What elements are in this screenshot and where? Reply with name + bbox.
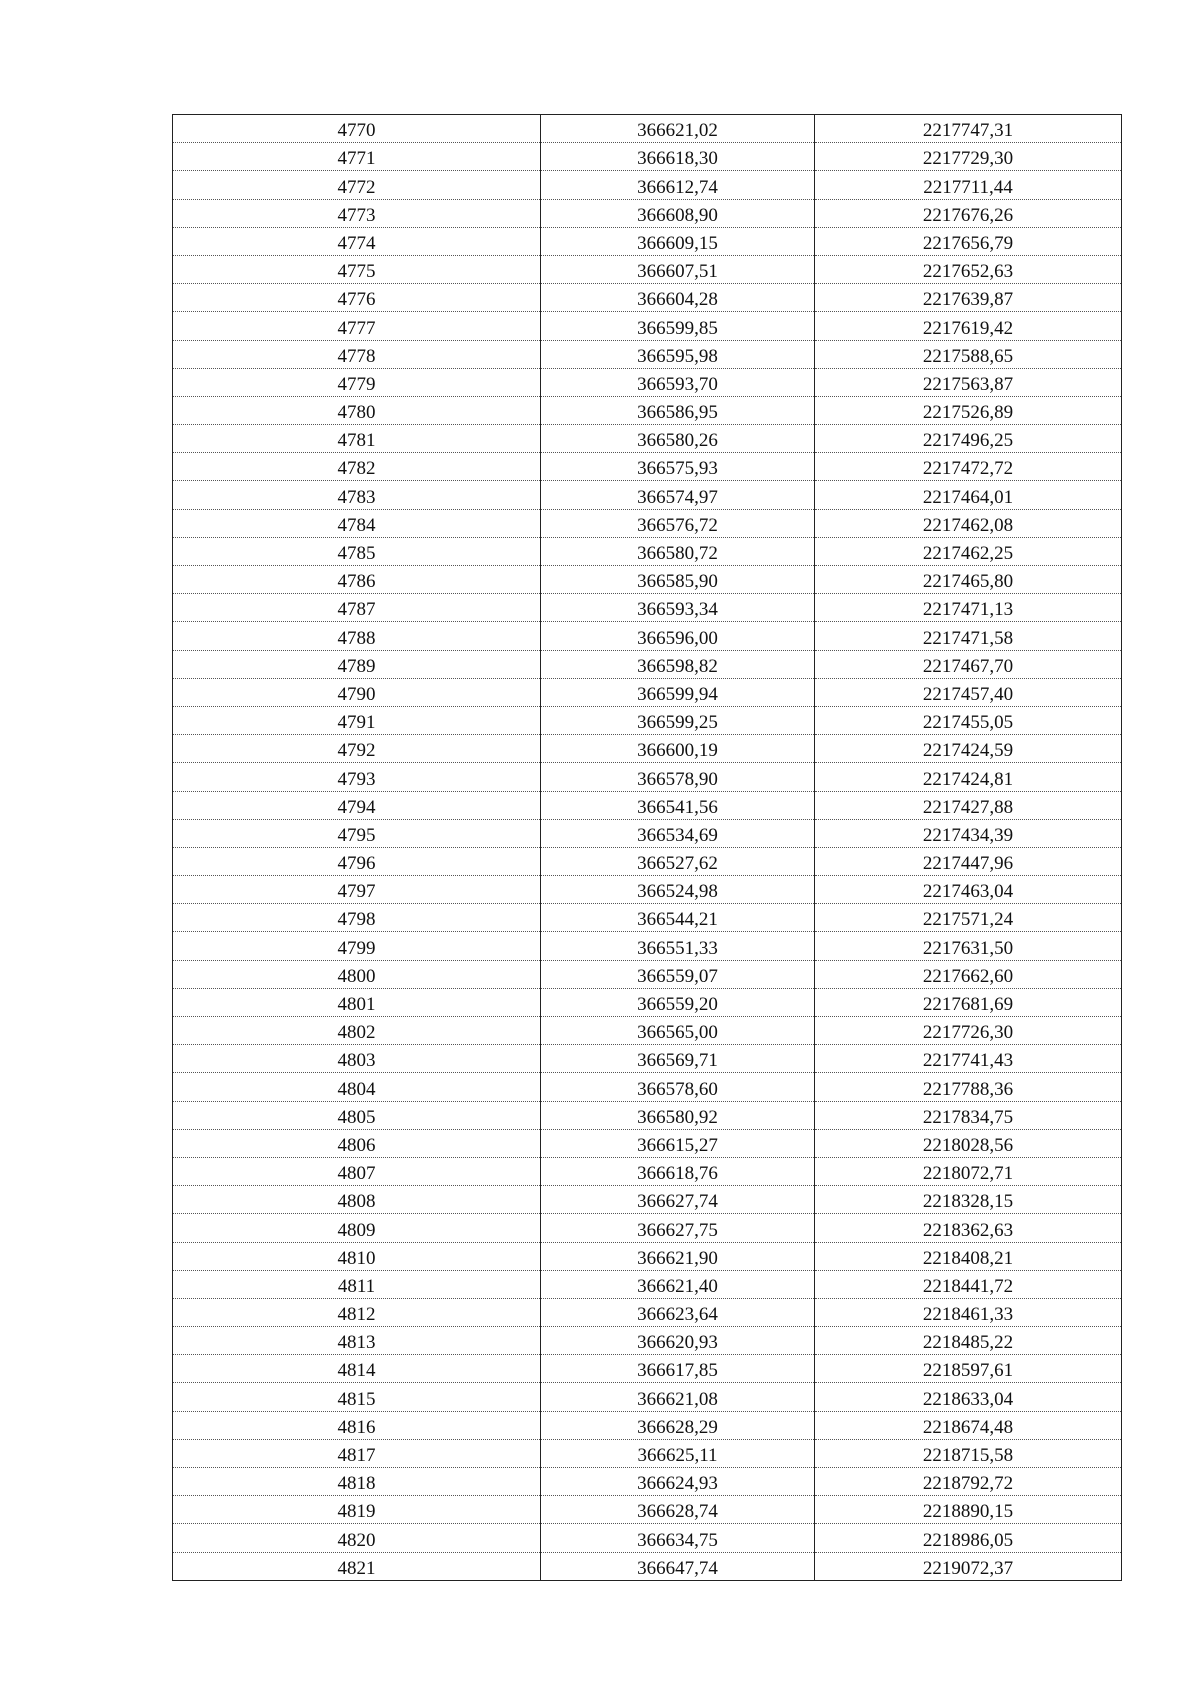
y-coordinate-cell: 2217463,04 [815,876,1122,904]
table-row [173,199,1122,227]
point-number-cell: 4819 [173,1496,541,1524]
x-coordinate-cell: 366580,26 [541,425,815,453]
table-row [173,735,1122,763]
x-coordinate-cell: 366580,72 [541,537,815,565]
x-coordinate-cell: 366617,85 [541,1355,815,1383]
y-coordinate-cell: 2217471,13 [815,594,1122,622]
table-row [173,340,1122,368]
y-coordinate-cell: 2218597,61 [815,1355,1122,1383]
x-coordinate-cell: 366621,90 [541,1242,815,1270]
x-coordinate-cell: 366551,33 [541,932,815,960]
table-row [173,227,1122,255]
x-coordinate-cell: 366604,28 [541,284,815,312]
x-coordinate-cell: 366586,95 [541,396,815,424]
x-coordinate-cell: 366580,92 [541,1101,815,1129]
table-row [173,255,1122,283]
table-row [173,425,1122,453]
table-row [173,1270,1122,1298]
x-coordinate-cell: 366618,30 [541,143,815,171]
y-coordinate-cell: 2217788,36 [815,1073,1122,1101]
point-number-cell: 4777 [173,312,541,340]
y-coordinate-cell: 2218441,72 [815,1270,1122,1298]
table-row [173,1298,1122,1326]
x-coordinate-cell: 366647,74 [541,1552,815,1580]
point-number-cell: 4815 [173,1383,541,1411]
x-coordinate-cell: 366559,20 [541,988,815,1016]
x-coordinate-cell: 366621,02 [541,115,815,143]
y-coordinate-cell: 2217726,30 [815,1017,1122,1045]
point-number-cell: 4773 [173,199,541,227]
x-coordinate-cell: 366585,90 [541,566,815,594]
point-number-cell: 4783 [173,481,541,509]
y-coordinate-cell: 2217465,80 [815,566,1122,594]
table-row [173,1355,1122,1383]
y-coordinate-cell: 2217427,88 [815,791,1122,819]
y-coordinate-cell: 2217588,65 [815,340,1122,368]
table-row [173,1524,1122,1552]
x-coordinate-cell: 366627,75 [541,1214,815,1242]
point-number-cell: 4789 [173,650,541,678]
x-coordinate-cell: 366524,98 [541,876,815,904]
y-coordinate-cell: 2218461,33 [815,1298,1122,1326]
point-number-cell: 4778 [173,340,541,368]
table-row [173,650,1122,678]
y-coordinate-cell: 2219072,37 [815,1552,1122,1580]
table-row [173,143,1122,171]
point-number-cell: 4812 [173,1298,541,1326]
point-number-cell: 4811 [173,1270,541,1298]
table-row [173,171,1122,199]
y-coordinate-cell: 2217741,43 [815,1045,1122,1073]
table-row [173,1552,1122,1580]
x-coordinate-cell: 366541,56 [541,791,815,819]
table-row [173,678,1122,706]
table-row [173,1496,1122,1524]
table-row [173,1101,1122,1129]
point-number-cell: 4771 [173,143,541,171]
x-coordinate-cell: 366578,90 [541,763,815,791]
y-coordinate-cell: 2217662,60 [815,960,1122,988]
point-number-cell: 4779 [173,368,541,396]
y-coordinate-cell: 2217639,87 [815,284,1122,312]
y-coordinate-cell: 2218072,71 [815,1157,1122,1185]
x-coordinate-cell: 366593,34 [541,594,815,622]
point-number-cell: 4794 [173,791,541,819]
y-coordinate-cell: 2217676,26 [815,199,1122,227]
table-row [173,763,1122,791]
table-row [173,1045,1122,1073]
table-row [173,960,1122,988]
x-coordinate-cell: 366607,51 [541,255,815,283]
point-number-cell: 4790 [173,678,541,706]
point-number-cell: 4820 [173,1524,541,1552]
table-row [173,706,1122,734]
x-coordinate-cell: 366599,25 [541,706,815,734]
x-coordinate-cell: 366599,94 [541,678,815,706]
y-coordinate-cell: 2217619,42 [815,312,1122,340]
y-coordinate-cell: 2217464,01 [815,481,1122,509]
y-coordinate-cell: 2217571,24 [815,904,1122,932]
y-coordinate-cell: 2217455,05 [815,706,1122,734]
x-coordinate-cell: 366599,85 [541,312,815,340]
point-number-cell: 4784 [173,509,541,537]
table-row [173,537,1122,565]
y-coordinate-cell: 2218792,72 [815,1468,1122,1496]
x-coordinate-cell: 366612,74 [541,171,815,199]
y-coordinate-cell: 2217747,31 [815,115,1122,143]
x-coordinate-cell: 366609,15 [541,227,815,255]
table-row [173,819,1122,847]
x-coordinate-cell: 366569,71 [541,1045,815,1073]
x-coordinate-cell: 366628,29 [541,1411,815,1439]
point-number-cell: 4804 [173,1073,541,1101]
point-number-cell: 4816 [173,1411,541,1439]
point-number-cell: 4810 [173,1242,541,1270]
table-row [173,312,1122,340]
x-coordinate-cell: 366576,72 [541,509,815,537]
x-coordinate-cell: 366621,08 [541,1383,815,1411]
x-coordinate-cell: 366578,60 [541,1073,815,1101]
table-row [173,791,1122,819]
y-coordinate-cell: 2217424,59 [815,735,1122,763]
coordinates-table-body [173,115,1122,1581]
x-coordinate-cell: 366534,69 [541,819,815,847]
table-row [173,1157,1122,1185]
point-number-cell: 4791 [173,706,541,734]
x-coordinate-cell: 366527,62 [541,847,815,875]
y-coordinate-cell: 2217834,75 [815,1101,1122,1129]
y-coordinate-cell: 2217563,87 [815,368,1122,396]
x-coordinate-cell: 366618,76 [541,1157,815,1185]
x-coordinate-cell: 366624,93 [541,1468,815,1496]
table-row [173,1186,1122,1214]
point-number-cell: 4818 [173,1468,541,1496]
y-coordinate-cell: 2218890,15 [815,1496,1122,1524]
table-row [173,509,1122,537]
y-coordinate-cell: 2217434,39 [815,819,1122,847]
point-number-cell: 4787 [173,594,541,622]
point-number-cell: 4781 [173,425,541,453]
point-number-cell: 4798 [173,904,541,932]
x-coordinate-cell: 366544,21 [541,904,815,932]
point-number-cell: 4800 [173,960,541,988]
y-coordinate-cell: 2217424,81 [815,763,1122,791]
point-number-cell: 4796 [173,847,541,875]
table-row [173,622,1122,650]
point-number-cell: 4776 [173,284,541,312]
y-coordinate-cell: 2218362,63 [815,1214,1122,1242]
point-number-cell: 4814 [173,1355,541,1383]
x-coordinate-cell: 366574,97 [541,481,815,509]
y-coordinate-cell: 2217729,30 [815,143,1122,171]
y-coordinate-cell: 2218408,21 [815,1242,1122,1270]
table-row [173,876,1122,904]
table-row [173,847,1122,875]
point-number-cell: 4821 [173,1552,541,1580]
y-coordinate-cell: 2217462,08 [815,509,1122,537]
point-number-cell: 4782 [173,453,541,481]
point-number-cell: 4813 [173,1327,541,1355]
point-number-cell: 4797 [173,876,541,904]
x-coordinate-cell: 366565,00 [541,1017,815,1045]
table-row [173,396,1122,424]
x-coordinate-cell: 366634,75 [541,1524,815,1552]
table-row [173,1327,1122,1355]
x-coordinate-cell: 366621,40 [541,1270,815,1298]
x-coordinate-cell: 366608,90 [541,199,815,227]
table-row [173,453,1122,481]
point-number-cell: 4772 [173,171,541,199]
point-number-cell: 4788 [173,622,541,650]
table-row [173,1214,1122,1242]
x-coordinate-cell: 366596,00 [541,622,815,650]
table-row [173,594,1122,622]
point-number-cell: 4792 [173,735,541,763]
y-coordinate-cell: 2218328,15 [815,1186,1122,1214]
table-row [173,1073,1122,1101]
x-coordinate-cell: 366575,93 [541,453,815,481]
table-row [173,1468,1122,1496]
point-number-cell: 4785 [173,537,541,565]
x-coordinate-cell: 366628,74 [541,1496,815,1524]
x-coordinate-cell: 366598,82 [541,650,815,678]
y-coordinate-cell: 2218674,48 [815,1411,1122,1439]
point-number-cell: 4799 [173,932,541,960]
point-number-cell: 4807 [173,1157,541,1185]
table-row [173,1411,1122,1439]
y-coordinate-cell: 2217472,72 [815,453,1122,481]
point-number-cell: 4806 [173,1129,541,1157]
point-number-cell: 4780 [173,396,541,424]
x-coordinate-cell: 366623,64 [541,1298,815,1326]
table-row [173,115,1122,143]
x-coordinate-cell: 366595,98 [541,340,815,368]
point-number-cell: 4774 [173,227,541,255]
y-coordinate-cell: 2217496,25 [815,425,1122,453]
point-number-cell: 4795 [173,819,541,847]
x-coordinate-cell: 366615,27 [541,1129,815,1157]
point-number-cell: 4801 [173,988,541,1016]
y-coordinate-cell: 2217681,69 [815,988,1122,1016]
table-row [173,566,1122,594]
y-coordinate-cell: 2218485,22 [815,1327,1122,1355]
point-number-cell: 4808 [173,1186,541,1214]
y-coordinate-cell: 2217467,70 [815,650,1122,678]
y-coordinate-cell: 2217631,50 [815,932,1122,960]
x-coordinate-cell: 366620,93 [541,1327,815,1355]
y-coordinate-cell: 2218633,04 [815,1383,1122,1411]
point-number-cell: 4803 [173,1045,541,1073]
y-coordinate-cell: 2217656,79 [815,227,1122,255]
point-number-cell: 4775 [173,255,541,283]
x-coordinate-cell: 366600,19 [541,735,815,763]
table-row [173,1439,1122,1467]
table-row [173,1383,1122,1411]
coordinates-table [172,114,1122,1581]
point-number-cell: 4809 [173,1214,541,1242]
y-coordinate-cell: 2217447,96 [815,847,1122,875]
point-number-cell: 4802 [173,1017,541,1045]
y-coordinate-cell: 2218715,58 [815,1439,1122,1467]
y-coordinate-cell: 2217652,63 [815,255,1122,283]
y-coordinate-cell: 2217457,40 [815,678,1122,706]
point-number-cell: 4817 [173,1439,541,1467]
table-row [173,1129,1122,1157]
point-number-cell: 4770 [173,115,541,143]
point-number-cell: 4805 [173,1101,541,1129]
table-row [173,904,1122,932]
point-number-cell: 4793 [173,763,541,791]
table-row [173,284,1122,312]
x-coordinate-cell: 366627,74 [541,1186,815,1214]
table-row [173,988,1122,1016]
table-row [173,932,1122,960]
y-coordinate-cell: 2218028,56 [815,1129,1122,1157]
y-coordinate-cell: 2217526,89 [815,396,1122,424]
point-number-cell: 4786 [173,566,541,594]
y-coordinate-cell: 2217462,25 [815,537,1122,565]
y-coordinate-cell: 2218986,05 [815,1524,1122,1552]
table-row [173,368,1122,396]
x-coordinate-cell: 366625,11 [541,1439,815,1467]
table-row [173,1017,1122,1045]
y-coordinate-cell: 2217711,44 [815,171,1122,199]
x-coordinate-cell: 366593,70 [541,368,815,396]
y-coordinate-cell: 2217471,58 [815,622,1122,650]
table-row [173,1242,1122,1270]
table-row [173,481,1122,509]
x-coordinate-cell: 366559,07 [541,960,815,988]
